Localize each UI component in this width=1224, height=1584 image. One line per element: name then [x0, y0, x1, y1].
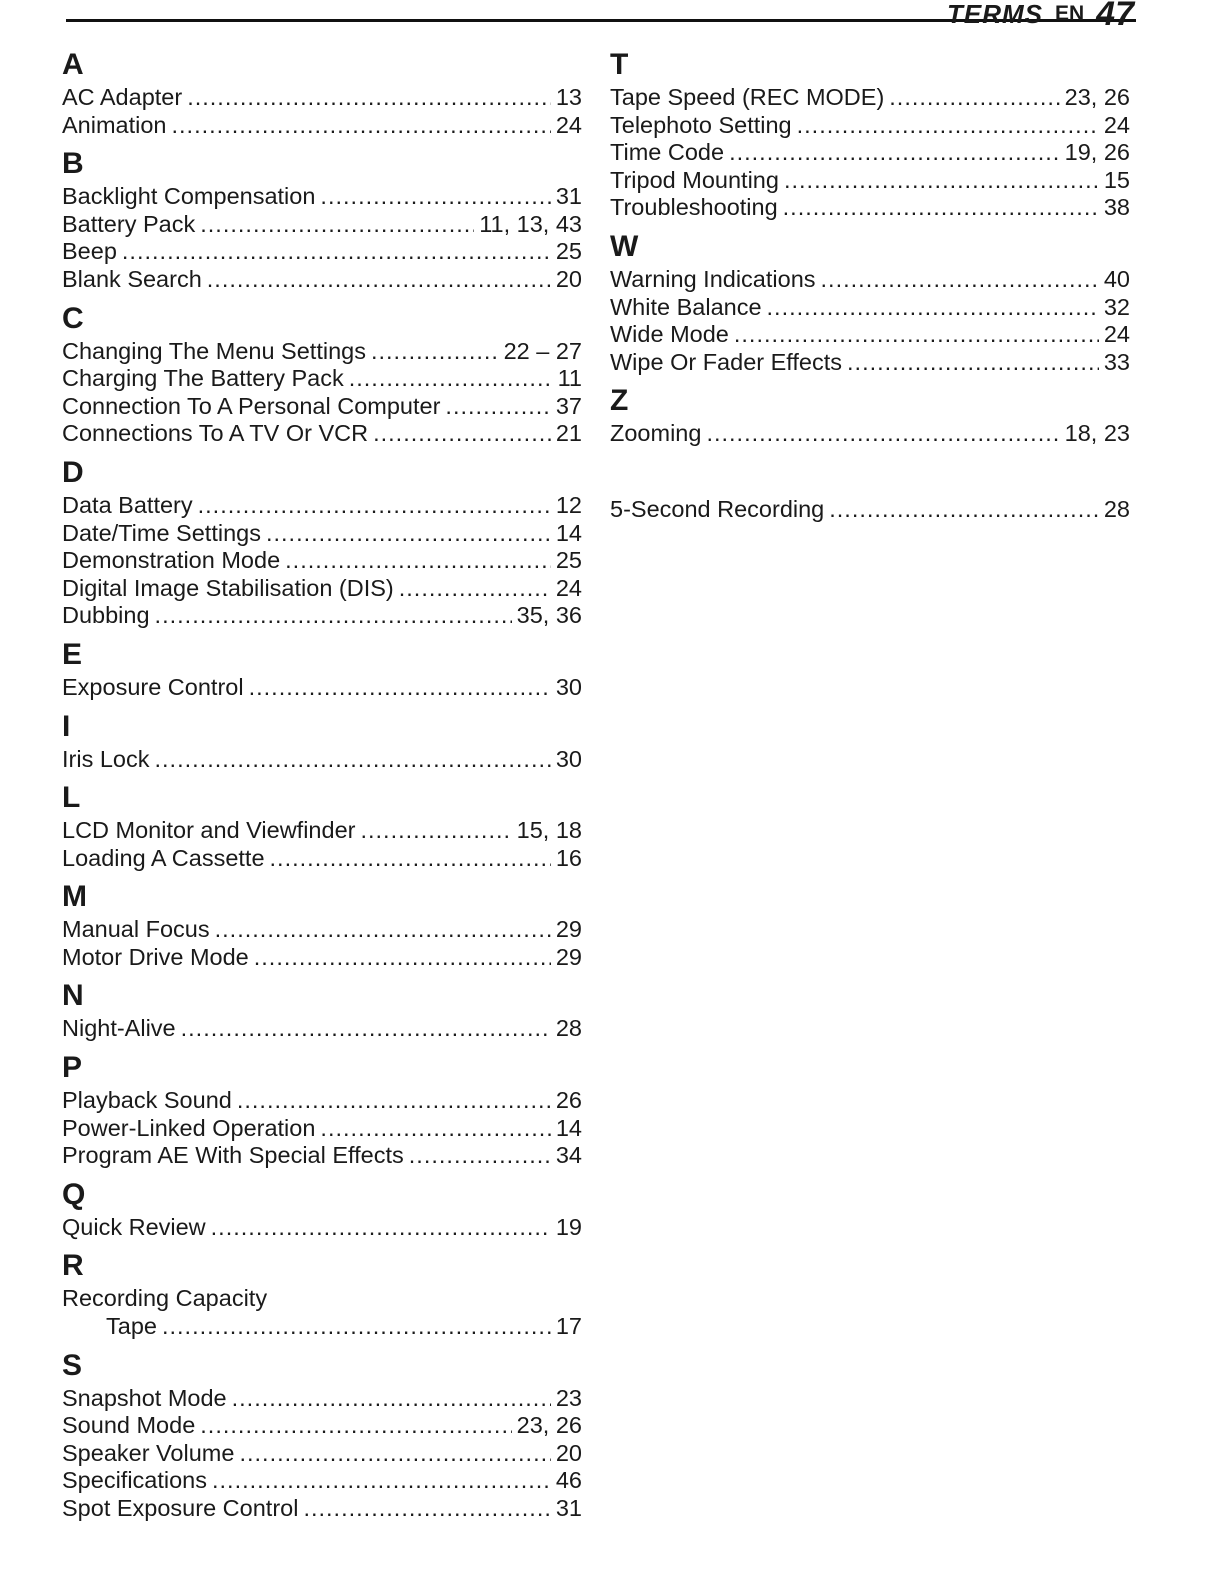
index-letter-heading: N [62, 979, 84, 1013]
index-entry-pages: 15, 18 [516, 817, 582, 844]
index-entry [62, 183, 582, 211]
dot-leader [729, 139, 1060, 167]
dot-leader [784, 167, 1099, 195]
dot-leader [797, 112, 1099, 140]
index-entry [610, 349, 1130, 377]
index-entry-label: Blank Search [62, 265, 202, 292]
index-entry [62, 1142, 582, 1170]
index-entry-label: Tape Speed (REC MODE) [610, 84, 885, 110]
index-entry [62, 1385, 582, 1413]
index-entry-pages: 23, 26 [1064, 84, 1130, 110]
dot-leader [285, 547, 551, 575]
index-letter-heading: C [62, 301, 84, 335]
index-entry [62, 1440, 582, 1468]
index-entry-label: 5-Second Recording [610, 495, 825, 522]
index-entry-pages: 24 [1103, 321, 1130, 348]
index-letter-heading: L [62, 781, 81, 815]
index-letter-heading: Q [62, 1177, 86, 1211]
index-entry-label: Program AE With Special Effects [62, 1142, 404, 1169]
dot-leader [303, 1495, 550, 1523]
page-number: 47 [1096, 0, 1134, 33]
index-entry-label: Wipe Or Fader Effects [610, 348, 843, 375]
index-entry-pages: 19 [555, 1213, 582, 1240]
index-entry-pages: 24 [1103, 111, 1130, 138]
index-entry-pages: 15 [1103, 166, 1130, 193]
index-entry-label: Dubbing [62, 602, 150, 629]
index-entry-label: Zooming [610, 420, 702, 447]
index-entry-pages: 35, 36 [516, 602, 582, 629]
section-title: TERMS [946, 0, 1043, 29]
index-entry [62, 1467, 582, 1495]
index-entry-pages: 13 [555, 84, 582, 110]
dot-leader [155, 602, 512, 630]
index-entry [62, 817, 582, 845]
index-entry-label: Snapshot Mode [62, 1384, 227, 1411]
dot-leader [821, 266, 1099, 294]
index-entry [62, 1495, 582, 1523]
index-entry [610, 112, 1130, 140]
index-entry-label: Animation [62, 111, 167, 138]
index-entry [610, 420, 1130, 448]
dot-leader [767, 294, 1099, 322]
index-entry [62, 1285, 582, 1313]
index-entry-pages: 46 [555, 1467, 582, 1494]
index-entry-pages: 28 [1103, 495, 1130, 522]
index-entry [62, 916, 582, 944]
index-entry-label: Specifications [62, 1467, 207, 1494]
dot-leader [187, 84, 551, 112]
index-letter-heading: T [610, 48, 629, 81]
index-entry-pages: 20 [555, 1439, 582, 1466]
index-entry [610, 139, 1130, 167]
dot-leader [232, 1385, 551, 1413]
index-entry-label: Spot Exposure Control [62, 1495, 299, 1521]
index-entry-pages: 37 [555, 392, 582, 419]
index-entry [62, 266, 582, 294]
index-entry-label: Wide Mode [610, 321, 729, 348]
dot-leader [266, 520, 551, 548]
dot-leader [706, 420, 1059, 448]
language-code: EN [1054, 2, 1085, 25]
index-letter-heading: B [62, 147, 84, 181]
index-entry-label: Data Battery [62, 491, 193, 518]
index-entry-label: Exposure Control [62, 673, 244, 700]
index-letter-heading: E [62, 637, 83, 671]
index-entry [62, 845, 582, 873]
dot-leader [249, 674, 551, 702]
index-entry-label: Warning Indications [610, 265, 816, 292]
index-entry [62, 1115, 582, 1143]
index-entry-label: Connections To A TV Or VCR [62, 420, 369, 447]
index-entry-label: Tape [106, 1313, 157, 1340]
index-entry-pages: 29 [555, 943, 582, 970]
index-entry [62, 112, 582, 140]
index-entry-pages: 23 [555, 1384, 582, 1411]
index-entry [62, 1015, 582, 1043]
dot-leader [889, 84, 1059, 112]
index-entry-label: LCD Monitor and Viewfinder [62, 817, 356, 844]
dot-leader [373, 420, 551, 448]
index-entry [610, 496, 1130, 524]
index-entry-pages: 28 [555, 1015, 582, 1042]
index-entry-label: Troubleshooting [610, 194, 778, 221]
index-entry [610, 84, 1130, 112]
index-entry-label: Manual Focus [62, 916, 210, 943]
index-entry-label: Beep [62, 238, 117, 265]
dot-leader [349, 365, 553, 393]
dot-leader [239, 1440, 550, 1468]
index-entry-pages: 19, 26 [1064, 139, 1130, 166]
index-entry-pages: 30 [555, 673, 582, 700]
index-entry [62, 547, 582, 575]
index-entry [62, 575, 582, 603]
index-entry-pages: 26 [555, 1087, 582, 1114]
index-entry-label: Demonstration Mode [62, 547, 281, 574]
index-letter-heading: S [62, 1348, 83, 1382]
dot-leader [320, 1115, 550, 1143]
dot-leader [254, 944, 551, 972]
dot-leader [162, 1313, 551, 1341]
index-entry-label: Sound Mode [62, 1412, 196, 1439]
dot-leader [847, 349, 1099, 377]
index-letter-heading: A [62, 48, 84, 81]
dot-leader [734, 321, 1099, 349]
index-entry [62, 1313, 582, 1341]
index-entry-pages: 24 [555, 111, 582, 138]
index-entry-pages: 29 [555, 916, 582, 943]
index-entry [610, 321, 1130, 349]
index-entry-label: Telephoto Setting [610, 111, 792, 138]
index-entry-label: Battery Pack [62, 210, 196, 237]
dot-leader [172, 112, 551, 140]
index-entry-pages: 12 [555, 491, 582, 518]
dot-leader [360, 817, 511, 845]
index-entry-label: Night-Alive [62, 1015, 176, 1042]
index-entry-label: Quick Review [62, 1213, 206, 1240]
index-entry-label: Power-Linked Operation [62, 1114, 316, 1141]
index-entry-pages: 18, 23 [1064, 420, 1130, 447]
index-entry-pages: 32 [1103, 293, 1130, 320]
index-entry-label: Backlight Compensation [62, 183, 316, 210]
index-column-left [62, 40, 582, 1523]
index-entry-pages: 17 [555, 1313, 582, 1340]
index-entry-label: Recording Capacity [62, 1285, 268, 1312]
index-entry-pages: 38 [1103, 194, 1130, 221]
index-entry-pages: 11, 13, 43 [479, 210, 582, 237]
index-letter-heading: Z [610, 384, 629, 418]
index-entry-label: Time Code [610, 139, 725, 166]
index-entry-pages: 33 [1103, 348, 1130, 375]
index-entry-pages: 25 [555, 547, 582, 574]
index-letter-heading: R [62, 1249, 84, 1283]
index-letter-heading: I [62, 709, 71, 743]
index-entry-pages: 22 – 27 [503, 337, 582, 364]
index-entry-pages: 14 [555, 1114, 582, 1141]
dot-leader [215, 916, 551, 944]
index-entry-pages: 16 [555, 844, 582, 871]
index-entry-label: Charging The Battery Pack [62, 365, 344, 392]
index-entry [62, 393, 582, 421]
index-entry-pages: 30 [555, 745, 582, 772]
dot-leader [445, 393, 550, 421]
index-entry-pages: 31 [555, 183, 582, 210]
index-entry [62, 338, 582, 366]
index-entry-label: Tripod Mounting [610, 166, 779, 193]
dot-leader [200, 211, 474, 239]
dot-leader [122, 238, 551, 266]
index-entry-label: Connection To A Personal Computer [62, 392, 441, 419]
dot-leader [212, 1467, 551, 1495]
index-entry-label: Date/Time Settings [62, 519, 261, 546]
index-spacer [610, 448, 1130, 496]
index-entry-label: Playback Sound [62, 1087, 232, 1114]
index-entry [62, 520, 582, 548]
index-entry [62, 1087, 582, 1115]
dot-leader [207, 266, 551, 294]
dot-leader [237, 1087, 551, 1115]
index-letter-heading: D [62, 455, 84, 489]
index-entry [62, 1412, 582, 1440]
index-entry [610, 167, 1130, 195]
dot-leader [409, 1142, 551, 1170]
index-entry [62, 492, 582, 520]
page-header [946, 0, 1134, 33]
index-entry [62, 674, 582, 702]
index-letter-heading: W [610, 229, 639, 263]
dot-leader [198, 492, 551, 520]
dot-leader [320, 183, 550, 211]
index-entry-pages: 21 [555, 420, 582, 447]
index-entry [610, 294, 1130, 322]
index-entry-pages: 20 [555, 265, 582, 292]
dot-leader [783, 194, 1099, 222]
index-entry [62, 746, 582, 774]
index-entry-label: Digital Image Stabilisation (DIS) [62, 574, 394, 601]
index-entry-label: Motor Drive Mode [62, 943, 249, 970]
index-entry-label: Loading A Cassette [62, 844, 265, 871]
index-entry-label: White Balance [610, 293, 762, 320]
dot-leader [155, 746, 551, 774]
index-entry-pages: 40 [1103, 265, 1130, 292]
index-entry [62, 238, 582, 266]
index-entry [62, 211, 582, 239]
index-entry-pages: 31 [555, 1495, 582, 1521]
dot-leader [270, 845, 551, 873]
index-entry-label: AC Adapter [62, 84, 183, 110]
dot-leader [399, 575, 551, 603]
index-letter-heading: M [62, 880, 87, 914]
index-entry [62, 944, 582, 972]
dot-leader [211, 1214, 551, 1242]
index-entry [62, 84, 582, 112]
index-entry-pages: 23, 26 [516, 1412, 582, 1439]
index-entry [62, 1214, 582, 1242]
index-entry-label: Speaker Volume [62, 1439, 235, 1466]
index-entry-label: Changing The Menu Settings [62, 337, 366, 364]
index-column-right [610, 40, 1130, 524]
index-entry [62, 365, 582, 393]
index-entry-pages: 14 [555, 519, 582, 546]
index-entry-pages: 25 [555, 238, 582, 265]
dot-leader [829, 496, 1099, 524]
index-entry [610, 266, 1130, 294]
index-entry-pages: 24 [555, 574, 582, 601]
dot-leader [200, 1412, 511, 1440]
index-entry [62, 602, 582, 630]
index-entry-pages: 34 [555, 1142, 582, 1169]
index-entry-label: Iris Lock [62, 745, 150, 772]
index-entry [62, 420, 582, 448]
dot-leader [181, 1015, 551, 1043]
index-letter-heading: P [62, 1051, 83, 1085]
dot-leader [371, 338, 499, 366]
index-entry-pages: 11 [557, 365, 582, 392]
index-entry [610, 194, 1130, 222]
